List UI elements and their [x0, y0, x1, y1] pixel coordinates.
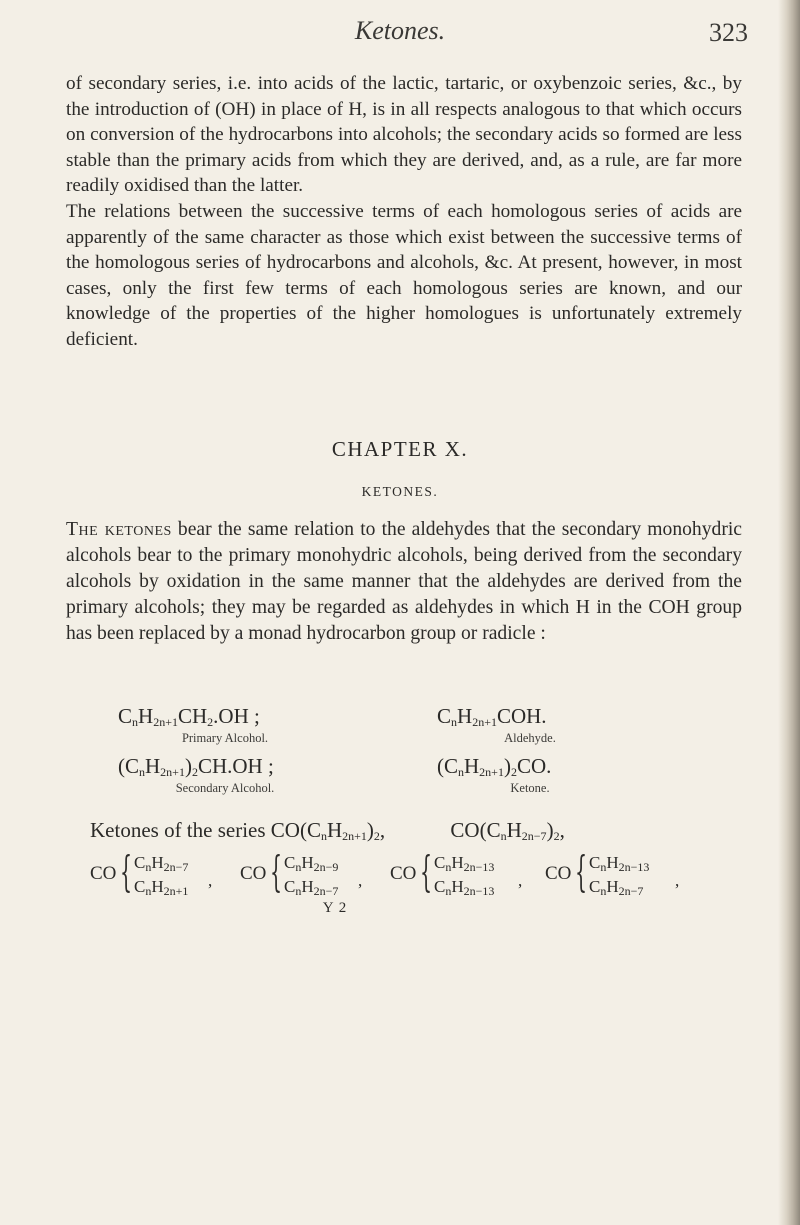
paragraph-homologous-series: The relations between the successive terms of each homologous series of acids are apparently of the same character as those which exist between the successive terms of the homologous series of hydrocarbons and alcohols, &c. At present, however, in most cases, only the first few terms of each homologous series are known, and our knowledge of the properties of the higher homologues is unfortunately extremely deficient. [66, 200, 742, 350]
signature-mark: Y 2 [322, 900, 348, 916]
caption-ketone: Ketone. [510, 781, 550, 795]
formula-series-2: $CO(C_nH_{2n-7})_2$, [450, 818, 565, 843]
formula-mixed-4: CO { $C_nH_{2n-13}$ $C_nH_{2n-7}$ , [545, 847, 680, 898]
series-intro: Ketones of the series [90, 818, 266, 842]
formula-aldehyde: $C_nH_{2n+1}COH$. [437, 704, 547, 729]
formula-series-1: $CO(C_nH_{2n+1})_2$, [270, 818, 386, 843]
formula-ketone: $(C_nH_{2n+1})_2CO$. [437, 754, 552, 779]
running-head: Ketones. [354, 16, 446, 45]
page-number: 323 [709, 18, 748, 47]
ketone-series-line [90, 818, 565, 843]
formula-mixed-3: CO { $C_nH_{2n-13}$ $C_nH_{2n-13}$ , [390, 847, 523, 898]
caption-secondary-alcohol: Secondary Alcohol. [175, 781, 275, 795]
caption-primary-alcohol: Primary Alcohol. [181, 731, 269, 745]
formula-secondary-alcohol: $(C_nH_{2n+1})_2CH.OH$ ; [118, 754, 274, 779]
page-edge-shadow [778, 0, 800, 1225]
chapter-heading: CHAPTER X. [331, 437, 469, 461]
caption-aldehyde: Aldehyde. [504, 731, 556, 745]
paragraph-ketones [66, 517, 742, 647]
formula-primary-alcohol: $C_nH_{2n+1}CH_2.OH$ ; [118, 704, 260, 729]
chapter-subheading: KETONES. [361, 484, 439, 499]
paragraph-continued: of secondary series, i.e. into acids of the lactic, tartaric, or oxybenzoic series, &c., by the introduction of (OH) in place of H, is in all respects analogous to that which occurs on conversion of the hydrocarbons into alcohols; the secondary acids so formed are less stable than the primary acids from which they are derived, and, as a rule, are far more readily oxidised than the latter. [66, 73, 742, 197]
paragraph-ketones-text: bear the same relation to the aldehydes that the secondary monohydric alcohols bear to the primary monohydric alcohols, being derived from the secondary alcohols by oxidation in the same manner that the aldehydes are derived from the primary alcohols; they may be regarded as aldehydes in which H in the COH group has been replaced by a monad hydrocarbon group or radicle : [66, 519, 742, 644]
formula-mixed-1: CO { $C_nH_{2n-7}$ $C_nH_{2n+1}$ , [90, 847, 213, 898]
body-text-top [66, 71, 742, 353]
paragraph-lead-words: The ketones [66, 519, 172, 540]
formula-mixed-2: CO { $C_nH_{2n-9}$ $C_nH_{2n-7}$ , [240, 847, 363, 898]
page-header [0, 10, 800, 60]
